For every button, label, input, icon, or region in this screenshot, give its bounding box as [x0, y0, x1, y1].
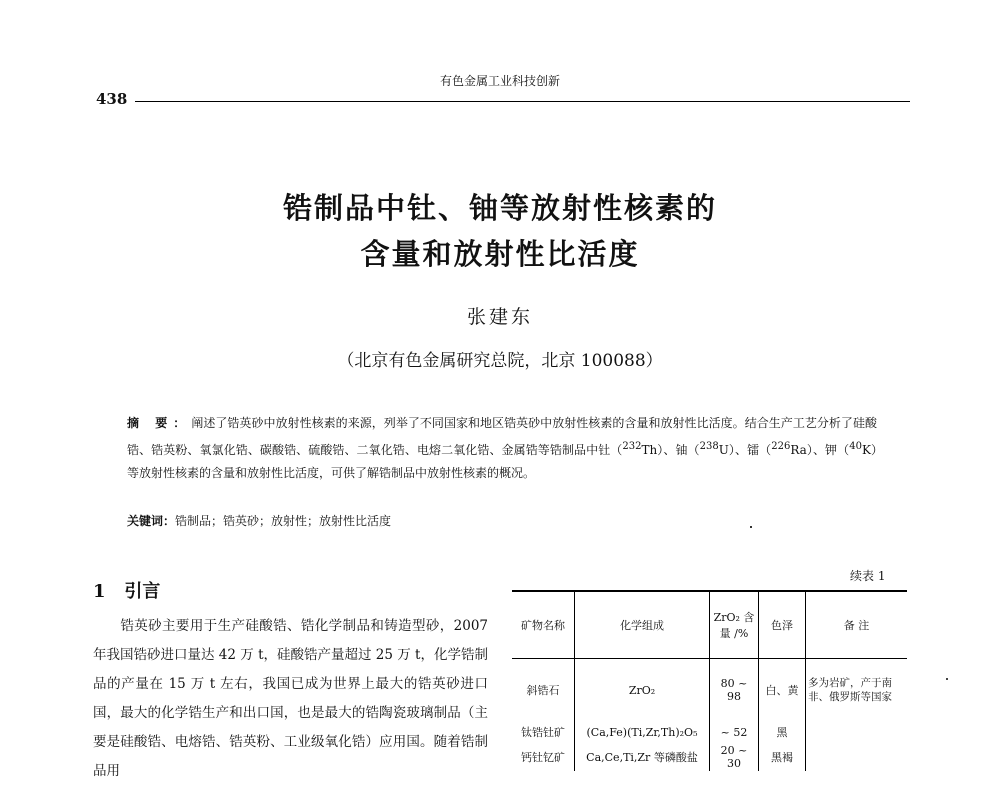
table-row — [512, 659, 907, 722]
abstract-label: 摘 要： — [127, 416, 192, 430]
header-rule — [135, 101, 910, 102]
cell-color: 黑 — [759, 721, 806, 743]
cell-mineral: 斜锆石 — [526, 684, 560, 697]
abstract-text-5: K）等放射性核素的含量和放射性比活度，可供了解锆制品中放射性核素的概况。 — [127, 443, 878, 480]
u-isotope-sup: 238 — [699, 441, 719, 452]
cell-color: 黑褐 — [759, 743, 806, 771]
page-number: 438 — [96, 90, 128, 108]
col-header-note: 备 注 — [806, 591, 908, 659]
cell-mineral: 钛锆钍矿 — [521, 726, 565, 739]
cell-note — [806, 721, 908, 743]
table-row — [512, 721, 907, 743]
scan-speck — [750, 526, 752, 528]
cell-color: 白、黄 — [759, 659, 806, 722]
cell-mineral: 钙钍钇矿 — [521, 751, 565, 764]
cell-zro2: 80 ~ 98 — [710, 659, 759, 722]
paragraph-text: 锆英砂主要用于生产硅酸锆、锆化学制品和铸造型砂，2007 年我国锆砂进口量达 42 万 t，硅酸锆产量超过 25 万 t，化学锆制品的产量在 15 万 t 左右，我国已成为世界上最大的锆英砂进口国，最大的化学锆生产和出口国，也是最大的锆陶瓷玻璃制品（主要是硅酸锆、电熔锆、锆英粉、工业级氧化锆）应用国。随着锆制品用 — [93, 618, 488, 779]
table-continued-label: 续表 1 — [850, 569, 886, 583]
keywords — [127, 512, 877, 529]
section-number: 1 — [93, 581, 106, 602]
cell-composition: (Ca,Fe)(Ti,Zr,Th)₂O₅ — [575, 721, 710, 743]
abstract-text-2: Th）、铀（ — [641, 443, 700, 457]
table-row — [512, 743, 907, 771]
k-isotope-sup: 40 — [849, 441, 862, 452]
col-header-mineral: 矿物名称 — [512, 591, 575, 659]
table-header-row — [512, 591, 907, 659]
cell-zro2: 20 ~ 30 — [710, 743, 759, 771]
section-title: 引言 — [124, 581, 161, 602]
cell-composition: Ca,Ce,Ti,Zr 等磷酸盐 — [575, 743, 710, 771]
keywords-label: 关键词： — [127, 514, 176, 528]
paper-title-line-1: 锆制品中钍、铀等放射性核素的 — [282, 191, 717, 225]
col-header-color: 色泽 — [759, 591, 806, 659]
cell-zro2: ~ 52 — [710, 721, 759, 743]
keywords-text: 锆制品；锆英砂；放射性；放射性比活度 — [175, 514, 392, 528]
cell-note: 多为岩矿，产于南非、俄罗斯等国家 — [806, 659, 908, 722]
running-header-journal: 有色金属工业科技创新 — [439, 74, 560, 88]
abstract-text-3: U）、镭（ — [718, 443, 772, 457]
abstract-text-1: 阐述了锆英砂中放射性核素的来源，列举了不同国家和地区锆英砂中放射性核素的含量和放射性比活度。结合生产工艺分析了硅酸锆、锆英粉、氧氯化锆、碳酸锆、硫酸锆、二氧化锆、电熔二氧化锆、金属锆等锆制品中钍（ — [127, 416, 877, 457]
scan-speck — [946, 678, 948, 680]
section-heading — [93, 577, 160, 603]
paper-title-line-2: 含量和放射性比活度 — [360, 237, 640, 271]
mineral-table — [512, 590, 907, 771]
cell-note — [806, 743, 908, 771]
th-isotope-sup: 232 — [622, 441, 642, 452]
abstract-text-4: Ra）、钾（ — [790, 443, 850, 457]
author-name: 张建东 — [466, 306, 533, 328]
ra-isotope-sup: 226 — [771, 441, 791, 452]
col-header-zro2: ZrO₂ 含量 /% — [710, 591, 759, 659]
author-affiliation: （北京有色金属研究总院，北京 100088） — [337, 351, 663, 371]
cell-composition: ZrO₂ — [575, 659, 710, 722]
abstract — [127, 412, 877, 485]
col-header-composition: 化学组成 — [575, 591, 710, 659]
